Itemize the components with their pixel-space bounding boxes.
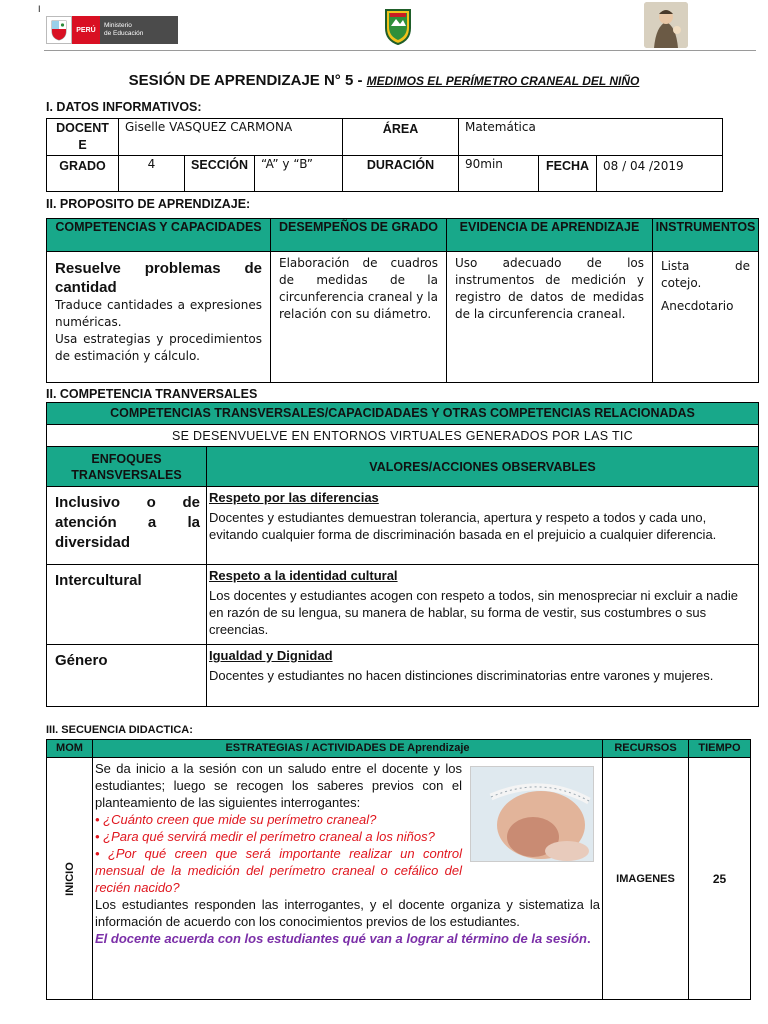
infant-head-measurement-image xyxy=(470,766,594,862)
school-crest-icon xyxy=(384,8,412,46)
transversales-table xyxy=(46,402,759,707)
header-desempenos: DESEMPEÑOS DE GRADO xyxy=(271,219,447,252)
ministry-line-1: Ministerio xyxy=(104,22,132,29)
seccion-label: SECCIÓN xyxy=(185,156,255,192)
saint-figure-icon xyxy=(644,2,688,48)
momento-inicio: INICIO xyxy=(63,861,76,896)
valor-identidad-cultural: Respeto a la identidad cultural xyxy=(209,568,398,583)
tiempo-cell: 25 xyxy=(689,758,751,1000)
evidencia-cell: Uso adecuado de los instrumentos de medición y registro de datos de medidas de la circunferencia craneal. xyxy=(447,252,653,383)
header-mom: MOM xyxy=(47,740,93,758)
competencia-title: Resuelve problemas de cantidad xyxy=(55,260,262,296)
fecha-value: 08 / 04 /2019 xyxy=(597,156,723,192)
header-instrumentos: INSTRUMENTOS xyxy=(653,219,759,252)
agreement-span: El docente acuerda con los estudiantes qué van a lograr al término de la sesión xyxy=(95,931,587,946)
duracion-label: DURACIÓN xyxy=(343,156,459,192)
header-recursos: RECURSOS xyxy=(603,740,689,758)
question-1: • ¿Cuánto creen que mide su perímetro craneal? xyxy=(95,812,377,827)
instrumento-1: Lista de cotejo. xyxy=(661,259,750,290)
proposito-table xyxy=(46,218,759,383)
header-competencias: COMPETENCIAS Y CAPACIDADES xyxy=(47,219,271,252)
desempeno-cell: Elaboración de cuadros de medidas de la circunferencia craneal y la relación con su diámetro. xyxy=(271,252,447,383)
capacidad-2: Usa estrategias y procedimientos de estimación y cálculo. xyxy=(55,332,262,363)
secuencia-table xyxy=(46,739,751,1000)
response-text: Los estudiantes responden las interrogantes, y el docente organiza y sistematiza la información de acuerdo con los conocimientos previos de los estudiantes. xyxy=(95,897,600,929)
accion-text: Docentes y estudiantes demuestran tolerancia, apertura y respeto a todos y cada uno, evitando cualquier forma de discriminación basada en el prejuicio a cualquier diferencia. xyxy=(209,510,717,542)
momento-cell xyxy=(47,758,93,1000)
page-title xyxy=(0,72,768,89)
seccion-value: “A” y “B” xyxy=(255,156,343,192)
section-secuencia-heading: III. SECUENCIA DIDACTICA: xyxy=(46,724,193,736)
section-proposito-heading: II. PROPOSITO DE APRENDIZAJE: xyxy=(46,197,251,211)
valor-respeto-diferencias: Respeto por las diferencias xyxy=(209,490,379,505)
enfoques-header: ENFOQUES TRANSVERSALES xyxy=(47,447,207,487)
question-3: • ¿Por qué creen que será importante realizar un control mensual de la medición del perímetro craneal o cefálico del recién nacido? xyxy=(95,846,462,895)
instrumento-2: Anecdotario xyxy=(661,299,734,313)
agreement-text: El docente acuerda con los estudiantes qué van a lograr al término de la sesión. xyxy=(95,931,591,946)
ministry-line-2: de Educación xyxy=(104,30,144,37)
area-value: Matemática xyxy=(459,119,723,156)
accion-inclusivo xyxy=(207,487,759,565)
instrumentos-cell xyxy=(653,252,759,383)
grado-label: GRADO xyxy=(47,156,119,192)
header-evidencia: EVIDENCIA DE APRENDIZAJE xyxy=(447,219,653,252)
ministry-name xyxy=(100,16,178,44)
header-tiempo: TIEMPO xyxy=(689,740,751,758)
page-header xyxy=(0,0,768,56)
tic-competency: SE DESENVUELVE EN ENTORNOS VIRTUALES GENERADOS POR LAS TIC xyxy=(47,425,759,447)
header-estrategias: ESTRATEGIAS / ACTIVIDADES DE Aprendizaje xyxy=(93,740,603,758)
docente-label: DOCENTE xyxy=(47,119,119,156)
enfoque-intercultural: Intercultural xyxy=(47,565,207,645)
accion-text: Los docentes y estudiantes acogen con respeto a todos, sin menospreciar ni excluir a nadie en razón de su lengua, su manera de hablar, su forma de vestir, sus costumbres o sus creencias. xyxy=(209,588,738,637)
intro-text: Se da inicio a la sesión con un saludo entre el docente y los estudiantes; luego se recogen los saberes previos con el planteamiento de las siguientes interrogantes: xyxy=(95,761,462,810)
section-transversales-heading: II. COMPETENCIA TRANVERSALES xyxy=(46,387,258,401)
valores-header: VALORES/ACCIONES OBSERVABLES xyxy=(207,447,759,487)
enfoque-genero: Género xyxy=(47,645,207,707)
area-label: ÁREA xyxy=(343,119,459,156)
question-2: • ¿Para qué servirá medir el perímetro craneal a los niños? xyxy=(95,829,435,844)
coat-of-arms-icon xyxy=(46,16,72,44)
accion-genero xyxy=(207,645,759,707)
grado-value: 4 xyxy=(119,156,185,192)
fecha-label: FECHA xyxy=(539,156,597,192)
docente-value: Giselle VASQUEZ CARMONA xyxy=(119,119,343,156)
section-datos-heading: I. DATOS INFORMATIVOS: xyxy=(46,100,202,114)
capacidad-1: Traduce cantidades a expresiones numéricas. xyxy=(55,298,262,329)
enfoque-inclusivo: Inclusivo o de atención a la diversidad xyxy=(47,487,207,565)
title-main: SESIÓN DE APRENDIZAJE N° 5 - xyxy=(128,72,367,89)
peru-brand: PERÚ xyxy=(72,16,100,44)
accion-intercultural xyxy=(207,565,759,645)
header-mark: I xyxy=(38,4,41,14)
title-subtitle: MEDIMOS EL PERÍMETRO CRANEAL DEL NIÑO xyxy=(366,74,640,88)
datos-informativos-table xyxy=(46,118,723,192)
duracion-value: 90min xyxy=(459,156,539,192)
accion-text: Docentes y estudiantes no hacen distinciones discriminatorias entre varones y mujeres. xyxy=(209,668,714,683)
ministry-logo xyxy=(46,16,178,44)
header-divider xyxy=(44,50,756,51)
estrategias-cell xyxy=(93,758,603,1000)
recursos-cell: IMAGENES xyxy=(603,758,689,1000)
valor-igualdad-dignidad: Igualdad y Dignidad xyxy=(209,648,333,663)
competencia-cell xyxy=(47,252,271,383)
transversales-header: COMPETENCIAS TRANSVERSALES/CAPACIDADAES Y OTRAS COMPETENCIAS RELACIONADAS xyxy=(47,403,759,425)
